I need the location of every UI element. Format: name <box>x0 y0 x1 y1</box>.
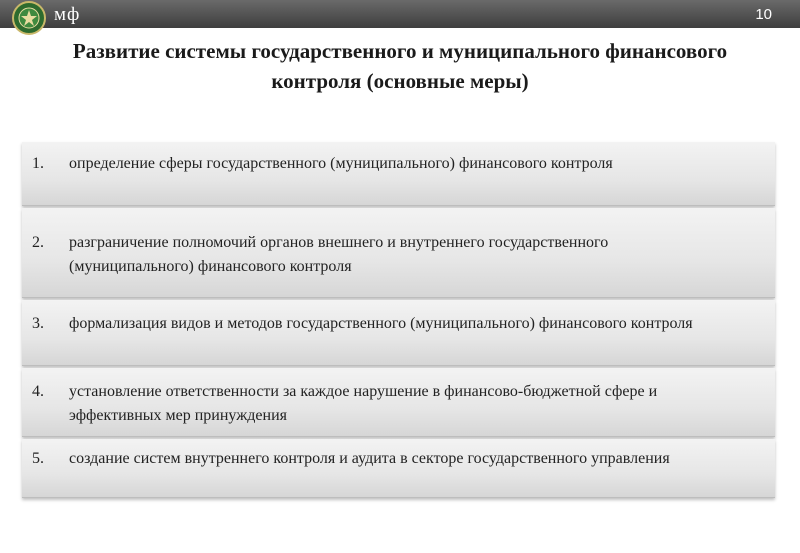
brand-label: мф <box>54 4 81 25</box>
item-number: 1. <box>32 155 44 172</box>
item-text: определение сферы государственного (муниципального) финансового контроля <box>69 155 613 172</box>
item-number: 5. <box>32 450 44 467</box>
item-text: установление ответственности за каждое нарушение в финансово-бюджетной сфере и эффективных мер принуждения <box>69 383 658 424</box>
item-text: разграничение полномочий органов внешнего и внутреннего государственного (муниципального) финансового контроля <box>69 234 609 275</box>
list-item <box>22 368 775 437</box>
list-item <box>22 439 775 498</box>
top-bar <box>0 0 800 28</box>
item-number: 3. <box>32 315 44 332</box>
item-text: формализация видов и методов государственного (муниципального) финансового контроля <box>69 315 693 332</box>
item-number: 2. <box>32 234 44 251</box>
item-text: создание систем внутреннего контроля и аудита в секторе государственного управления <box>69 450 670 467</box>
slide-title: Развитие системы государственного и муниципального финансового контроля (основные меры) <box>72 39 728 93</box>
slide-number: 10 <box>755 6 772 23</box>
emblem-icon <box>12 1 46 35</box>
list-item <box>22 142 775 206</box>
list-item <box>22 208 775 298</box>
list-item <box>22 300 775 366</box>
item-number: 4. <box>32 383 44 400</box>
